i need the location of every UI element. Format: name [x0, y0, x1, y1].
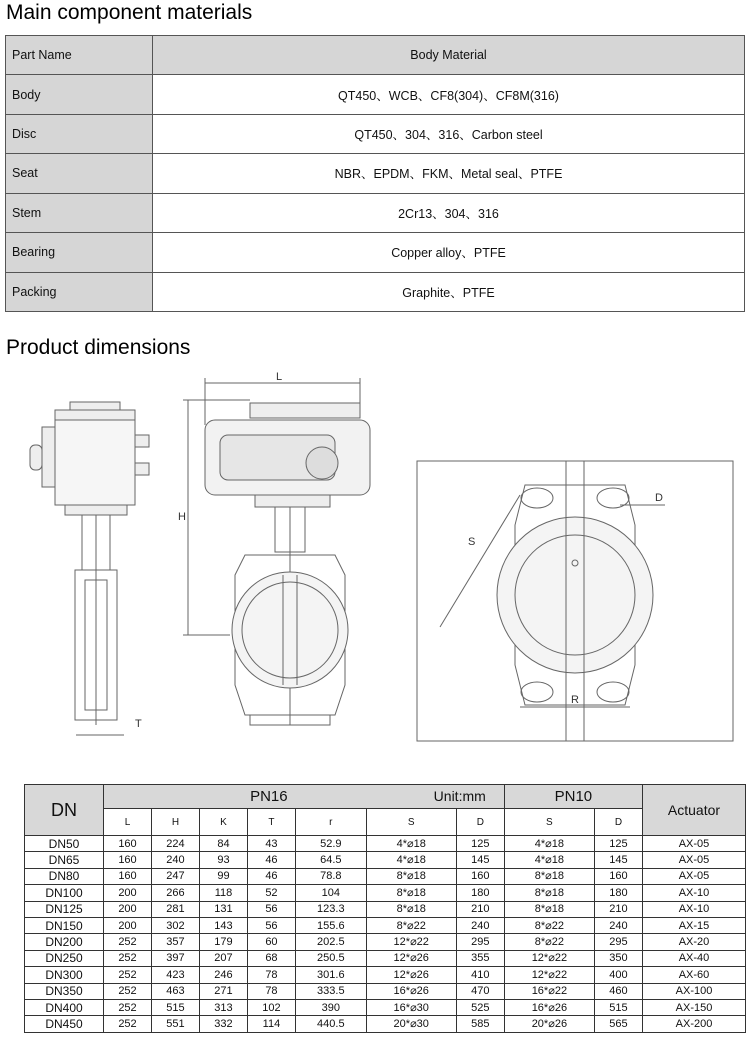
value-cell: AX-05 — [643, 868, 746, 884]
material-cell: QT450、WCB、CF8(304)、CF8M(316) — [153, 75, 745, 114]
table-row — [25, 1016, 746, 1032]
table-row — [25, 836, 746, 852]
valve-flange-view — [417, 461, 733, 741]
value-cell: 68 — [247, 950, 295, 966]
value-cell: 8*⌀22 — [504, 934, 594, 950]
dim-label-d: D — [655, 492, 663, 504]
value-cell: 118 — [199, 885, 247, 901]
value-cell: 8*⌀18 — [504, 868, 594, 884]
value-cell: 350 — [594, 950, 642, 966]
materials-row — [6, 193, 745, 232]
value-cell: 12*⌀26 — [366, 967, 456, 983]
dn-cell: DN150 — [25, 917, 104, 933]
value-cell: 224 — [151, 836, 199, 852]
value-cell: 355 — [456, 950, 504, 966]
value-cell: 160 — [104, 868, 152, 884]
value-cell: 252 — [104, 967, 152, 983]
value-cell: 8*⌀18 — [366, 901, 456, 917]
value-cell: 20*⌀26 — [504, 1016, 594, 1032]
material-cell: 2Cr13、304、316 — [153, 193, 745, 232]
value-cell: 295 — [594, 934, 642, 950]
value-cell: 390 — [295, 999, 366, 1015]
value-cell: 84 — [199, 836, 247, 852]
dim-column-header-row — [25, 809, 746, 836]
dn-cell: DN350 — [25, 983, 104, 999]
value-cell: 160 — [456, 868, 504, 884]
dn-cell: DN200 — [25, 934, 104, 950]
material-cell: NBR、EPDM、FKM、Metal seal、PTFE — [153, 154, 745, 193]
body-material-header: Body Material — [153, 36, 745, 75]
value-cell: 93 — [199, 852, 247, 868]
value-cell: AX-05 — [643, 852, 746, 868]
col-header: L — [104, 809, 152, 836]
value-cell: 525 — [456, 999, 504, 1015]
value-cell: 400 — [594, 967, 642, 983]
value-cell: 78.8 — [295, 868, 366, 884]
dn-cell: DN300 — [25, 967, 104, 983]
value-cell: 313 — [199, 999, 247, 1015]
value-cell: 333.5 — [295, 983, 366, 999]
material-cell: Copper alloy、PTFE — [153, 233, 745, 272]
part-name-header: Part Name — [6, 36, 153, 75]
dn-cell: DN450 — [25, 1016, 104, 1032]
value-cell: 160 — [104, 836, 152, 852]
dim-label-t: T — [135, 718, 142, 730]
value-cell: 60 — [247, 934, 295, 950]
part-name-cell: Body — [6, 75, 153, 114]
value-cell: 252 — [104, 950, 152, 966]
value-cell: 460 — [594, 983, 642, 999]
value-cell: 160 — [594, 868, 642, 884]
value-cell: 46 — [247, 852, 295, 868]
value-cell: 202.5 — [295, 934, 366, 950]
value-cell: 123.3 — [295, 901, 366, 917]
value-cell: 252 — [104, 983, 152, 999]
table-row — [25, 999, 746, 1015]
materials-row — [6, 154, 745, 193]
dn-cell: DN65 — [25, 852, 104, 868]
valve-technical-drawing — [0, 365, 750, 760]
value-cell: 12*⌀22 — [504, 950, 594, 966]
value-cell: 8*⌀18 — [504, 901, 594, 917]
materials-heading: Main component materials — [6, 1, 253, 24]
value-cell: 266 — [151, 885, 199, 901]
value-cell: AX-15 — [643, 917, 746, 933]
value-cell: 4*⌀18 — [366, 836, 456, 852]
materials-row — [6, 75, 745, 114]
value-cell: 332 — [199, 1016, 247, 1032]
value-cell: AX-200 — [643, 1016, 746, 1032]
dn-cell: DN80 — [25, 868, 104, 884]
value-cell: 12*⌀22 — [504, 967, 594, 983]
value-cell: 240 — [456, 917, 504, 933]
value-cell: 301.6 — [295, 967, 366, 983]
value-cell: AX-10 — [643, 901, 746, 917]
value-cell: 252 — [104, 934, 152, 950]
value-cell: 125 — [594, 836, 642, 852]
dn-cell: DN100 — [25, 885, 104, 901]
materials-row — [6, 272, 745, 311]
materials-row — [6, 114, 745, 153]
value-cell: AX-40 — [643, 950, 746, 966]
value-cell: 8*⌀18 — [366, 885, 456, 901]
part-name-cell: Packing — [6, 272, 153, 311]
table-row — [25, 852, 746, 868]
material-cell: Graphite、PTFE — [153, 272, 745, 311]
value-cell: 463 — [151, 983, 199, 999]
value-cell: AX-20 — [643, 934, 746, 950]
col-header: S — [504, 809, 594, 836]
value-cell: AX-150 — [643, 999, 746, 1015]
value-cell: 180 — [456, 885, 504, 901]
value-cell: 440.5 — [295, 1016, 366, 1032]
value-cell: 250.5 — [295, 950, 366, 966]
value-cell: 4*⌀18 — [366, 852, 456, 868]
value-cell: 207 — [199, 950, 247, 966]
table-row — [25, 934, 746, 950]
value-cell: 131 — [199, 901, 247, 917]
table-row — [25, 967, 746, 983]
value-cell: 271 — [199, 983, 247, 999]
value-cell: 4*⌀18 — [504, 836, 594, 852]
value-cell: AX-10 — [643, 885, 746, 901]
col-header: H — [151, 809, 199, 836]
value-cell: 4*⌀18 — [504, 852, 594, 868]
value-cell: 160 — [104, 852, 152, 868]
value-cell: 78 — [247, 983, 295, 999]
pn10-header: PN10 — [504, 785, 642, 809]
dim-group-header-row — [25, 785, 746, 809]
value-cell: 78 — [247, 967, 295, 983]
pn16-header — [104, 785, 505, 809]
valve-side-view — [30, 402, 149, 735]
value-cell: 247 — [151, 868, 199, 884]
value-cell: 56 — [247, 917, 295, 933]
col-header: r — [295, 809, 366, 836]
materials-table — [5, 35, 745, 312]
value-cell: 210 — [456, 901, 504, 917]
dimensions-heading: Product dimensions — [6, 336, 191, 359]
value-cell: 180 — [594, 885, 642, 901]
value-cell: 16*⌀26 — [366, 983, 456, 999]
value-cell: 102 — [247, 999, 295, 1015]
dim-label-l: L — [276, 371, 283, 383]
value-cell: 20*⌀30 — [366, 1016, 456, 1032]
value-cell: 295 — [456, 934, 504, 950]
value-cell: 410 — [456, 967, 504, 983]
table-row — [25, 983, 746, 999]
value-cell: 125 — [456, 836, 504, 852]
value-cell: 8*⌀22 — [504, 917, 594, 933]
value-cell: 145 — [456, 852, 504, 868]
value-cell: 16*⌀22 — [504, 983, 594, 999]
materials-header-row — [6, 36, 745, 75]
value-cell: 281 — [151, 901, 199, 917]
value-cell: 240 — [151, 852, 199, 868]
value-cell: 52 — [247, 885, 295, 901]
value-cell: 52.9 — [295, 836, 366, 852]
value-cell: 200 — [104, 901, 152, 917]
value-cell: 246 — [199, 967, 247, 983]
col-header: S — [366, 809, 456, 836]
value-cell: 179 — [199, 934, 247, 950]
value-cell: AX-05 — [643, 836, 746, 852]
value-cell: 8*⌀18 — [366, 868, 456, 884]
dn-cell: DN250 — [25, 950, 104, 966]
col-header: D — [594, 809, 642, 836]
value-cell: 210 — [594, 901, 642, 917]
value-cell: 64.5 — [295, 852, 366, 868]
value-cell: AX-60 — [643, 967, 746, 983]
table-row — [25, 885, 746, 901]
value-cell: 200 — [104, 885, 152, 901]
dn-header: DN — [25, 785, 104, 836]
part-name-cell: Seat — [6, 154, 153, 193]
col-header: T — [247, 809, 295, 836]
value-cell: 8*⌀22 — [366, 917, 456, 933]
dn-cell: DN400 — [25, 999, 104, 1015]
value-cell: 16*⌀26 — [504, 999, 594, 1015]
value-cell: 551 — [151, 1016, 199, 1032]
value-cell: 12*⌀26 — [366, 950, 456, 966]
dimensions-table — [24, 784, 746, 1033]
part-name-cell: Stem — [6, 193, 153, 232]
table-row — [25, 901, 746, 917]
part-name-cell: Bearing — [6, 233, 153, 272]
pn16-label: PN16 — [250, 788, 288, 805]
dim-label-r: R — [571, 694, 579, 706]
value-cell: 252 — [104, 1016, 152, 1032]
value-cell: 16*⌀30 — [366, 999, 456, 1015]
value-cell: 397 — [151, 950, 199, 966]
value-cell: 104 — [295, 885, 366, 901]
value-cell: AX-100 — [643, 983, 746, 999]
table-row — [25, 950, 746, 966]
value-cell: 12*⌀22 — [366, 934, 456, 950]
value-cell: 8*⌀18 — [504, 885, 594, 901]
value-cell: 145 — [594, 852, 642, 868]
col-header: D — [456, 809, 504, 836]
value-cell: 515 — [151, 999, 199, 1015]
value-cell: 56 — [247, 901, 295, 917]
dim-label-h: H — [178, 511, 186, 523]
value-cell: 302 — [151, 917, 199, 933]
value-cell: 585 — [456, 1016, 504, 1032]
dim-label-s: S — [468, 536, 476, 548]
materials-row — [6, 233, 745, 272]
value-cell: 99 — [199, 868, 247, 884]
dn-cell: DN125 — [25, 901, 104, 917]
value-cell: 515 — [594, 999, 642, 1015]
value-cell: 470 — [456, 983, 504, 999]
value-cell: 423 — [151, 967, 199, 983]
dn-cell: DN50 — [25, 836, 104, 852]
value-cell: 143 — [199, 917, 247, 933]
material-cell: QT450、304、316、Carbon steel — [153, 114, 745, 153]
unit-label: Unit:mm — [433, 788, 486, 804]
value-cell: 240 — [594, 917, 642, 933]
col-header: K — [199, 809, 247, 836]
actuator-header: Actuator — [643, 785, 746, 836]
value-cell: 565 — [594, 1016, 642, 1032]
value-cell: 114 — [247, 1016, 295, 1032]
value-cell: 252 — [104, 999, 152, 1015]
part-name-cell: Disc — [6, 114, 153, 153]
value-cell: 43 — [247, 836, 295, 852]
valve-front-view — [178, 371, 370, 725]
value-cell: 357 — [151, 934, 199, 950]
value-cell: 200 — [104, 917, 152, 933]
value-cell: 46 — [247, 868, 295, 884]
table-row — [25, 868, 746, 884]
table-row — [25, 917, 746, 933]
value-cell: 155.6 — [295, 917, 366, 933]
